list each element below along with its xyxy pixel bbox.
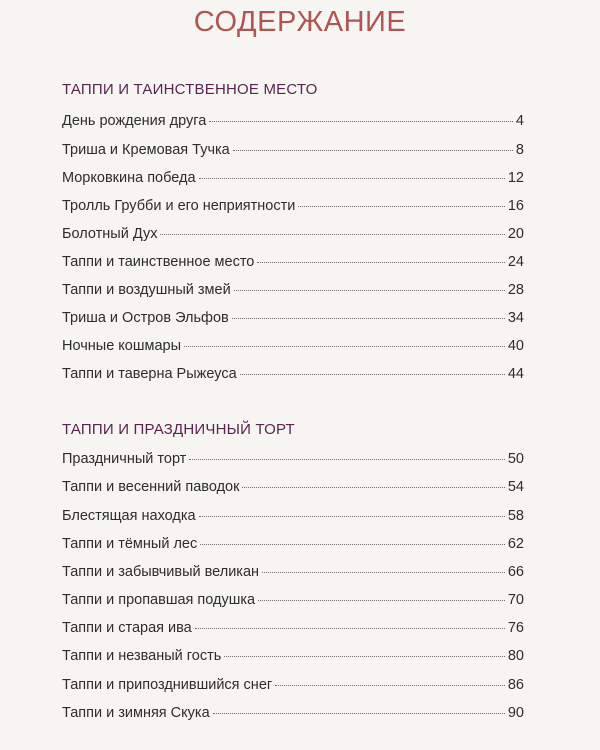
toc-entry-title: Болотный Дух [62, 226, 158, 242]
toc-entry[interactable] [62, 564, 524, 584]
toc-entry-title: Таппи и таверна Рыжеуса [62, 366, 237, 382]
toc-entry[interactable] [62, 451, 524, 471]
toc-entry-page: 90 [507, 705, 524, 721]
toc-entry[interactable] [62, 536, 524, 556]
toc-entry[interactable] [62, 113, 524, 133]
toc-entry[interactable] [62, 648, 524, 668]
toc-entry-title: Праздничный торт [62, 451, 187, 467]
dot-leader [184, 346, 505, 347]
toc-entry[interactable] [62, 226, 524, 246]
toc-entry[interactable] [62, 198, 524, 218]
toc-entry-page: 70 [507, 592, 524, 608]
dot-leader [160, 234, 504, 235]
toc-entry-page: 62 [507, 536, 524, 552]
toc-entry[interactable] [62, 705, 524, 725]
toc-entry-page: 16 [507, 198, 524, 214]
toc-entry-title: Тролль Грубби и его неприятности [62, 198, 296, 214]
toc-entry-page: 86 [507, 677, 524, 693]
toc-entry-page: 80 [507, 648, 524, 664]
toc-entry[interactable] [62, 254, 524, 274]
toc-entry-title: Таппи и весенний паводок [62, 479, 240, 495]
toc-entry-title: Таппи и припозднившийся снег [62, 677, 273, 693]
toc-entry-title: Морковкина победа [62, 170, 196, 186]
toc-entry-title: Таппи и забывчивый великан [62, 564, 260, 580]
dot-leader [195, 628, 505, 629]
toc-entry-page: 58 [507, 508, 524, 524]
dot-leader [233, 150, 513, 151]
toc-entry[interactable] [62, 592, 524, 612]
toc-entry[interactable] [62, 310, 524, 330]
toc-entry-page: 76 [507, 620, 524, 636]
dot-leader [189, 459, 505, 460]
dot-leader [242, 487, 504, 488]
toc-entry[interactable] [62, 508, 524, 528]
dot-leader [213, 713, 505, 714]
dot-leader [275, 685, 505, 686]
toc-entry-page: 44 [507, 366, 524, 382]
toc-entry-title: Таппи и незваный гость [62, 648, 222, 664]
dot-leader [199, 178, 505, 179]
toc-entry[interactable] [62, 479, 524, 499]
toc-entry[interactable] [62, 338, 524, 358]
toc-entry-title: Триша и Остров Эльфов [62, 310, 229, 326]
toc-entry[interactable] [62, 677, 524, 697]
toc-entry-page: 4 [515, 113, 524, 129]
dot-leader [258, 600, 505, 601]
toc-entry[interactable] [62, 142, 524, 162]
toc-entry-title: Триша и Кремовая Тучка [62, 142, 230, 158]
toc-entry[interactable] [62, 366, 524, 386]
toc-entry-page: 12 [507, 170, 524, 186]
toc-entry-page: 54 [507, 479, 524, 495]
toc-entry-page: 40 [507, 338, 524, 354]
toc-entry-title: Блестящая находка [62, 508, 196, 524]
dot-leader [240, 374, 505, 375]
dot-leader [199, 516, 505, 517]
toc-entry-page: 34 [507, 310, 524, 326]
dot-leader [209, 121, 513, 122]
dot-leader [224, 656, 505, 657]
toc-entry-page: 20 [507, 226, 524, 242]
toc-entry[interactable] [62, 620, 524, 640]
toc-entry-title: Таппи и воздушный змей [62, 282, 231, 298]
toc-entry-page: 66 [507, 564, 524, 580]
toc-entry[interactable] [62, 170, 524, 190]
dot-leader [262, 572, 505, 573]
dot-leader [234, 290, 505, 291]
dot-leader [200, 544, 505, 545]
section-title: ТАППИ И ТАИНСТВЕННОЕ МЕСТО [62, 81, 318, 98]
toc-entry[interactable] [62, 282, 524, 302]
section-title: ТАППИ И ПРАЗДНИЧНЫЙ ТОРТ [62, 421, 295, 438]
page-title: СОДЕРЖАНИЕ [193, 6, 407, 38]
toc-entry-page: 8 [515, 142, 524, 158]
toc-entry-page: 28 [507, 282, 524, 298]
dot-leader [298, 206, 505, 207]
dot-leader [257, 262, 504, 263]
toc-entry-title: Таппи и пропавшая подушка [62, 592, 256, 608]
toc-entry-title: Таппи и зимняя Скука [62, 705, 210, 721]
toc-entry-title: День рождения друга [62, 113, 207, 129]
toc-entry-page: 50 [507, 451, 524, 467]
dot-leader [232, 318, 505, 319]
toc-entry-title: Таппи и старая ива [62, 620, 192, 636]
toc-entry-title: Ночные кошмары [62, 338, 182, 354]
toc-entry-title: Таппи и тёмный лес [62, 536, 198, 552]
toc-entry-title: Таппи и таинственное место [62, 254, 255, 270]
toc-entry-page: 24 [507, 254, 524, 270]
